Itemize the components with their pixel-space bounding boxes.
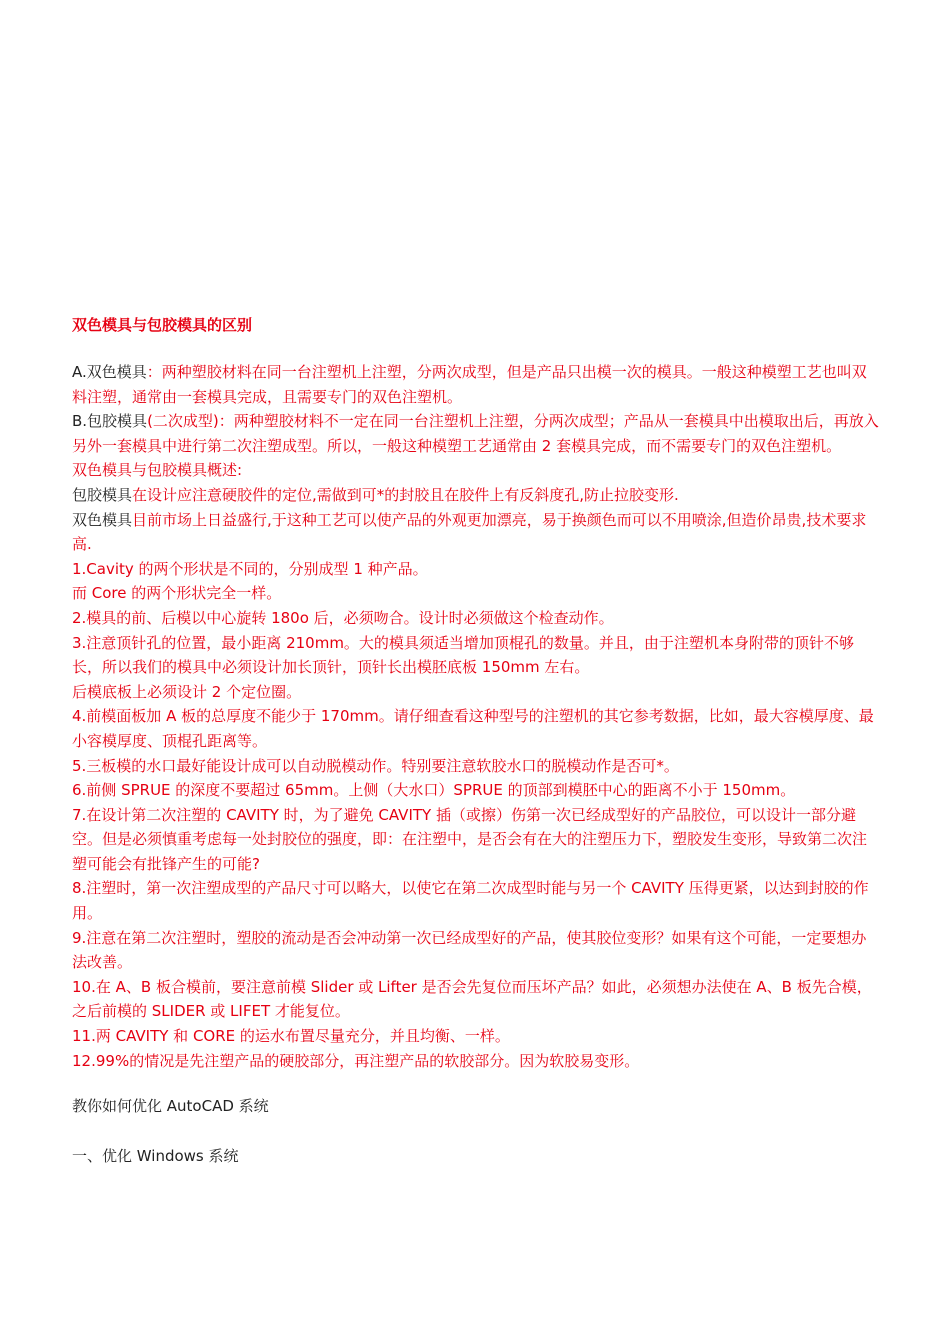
paragraph-text: 12.99%的情况是先注塑产品的硬胶部分，再注塑产品的软胶部分。因为软胶易变形。 bbox=[72, 1051, 640, 1070]
paragraph bbox=[72, 1049, 880, 1074]
paragraph bbox=[72, 754, 880, 779]
paragraph-text: 目前市场上日益盛行,于这种工艺可以使产品的外观更加漂亮，易于换颜色而可以不用喷涂,但造价昂贵,技术要求高. bbox=[72, 510, 867, 554]
paragraph-text: 11.两 CAVITY 和 CORE 的运水布置尽量充分，并且均衡、一样。 bbox=[72, 1027, 510, 1046]
paragraph-text: 1.Cavity 的两个形状是不同的，分别成型 1 种产品。 bbox=[72, 559, 428, 578]
paragraph-list bbox=[72, 360, 880, 1073]
paragraph-text: 8.注塑时，第一次注塑成型的产品尺寸可以略大，以使它在第二次成型时能与另一个 CAVITY 压得更紧，以达到封胶的作用。 bbox=[72, 879, 869, 923]
paragraph-prefix: B.包胶模具 bbox=[72, 412, 148, 431]
paragraph bbox=[72, 483, 880, 508]
document-title: 双色模具与包胶模具的区别 bbox=[72, 316, 253, 334]
paragraph-text: 而 Core 的两个形状完全一样。 bbox=[72, 584, 282, 603]
paragraph bbox=[72, 926, 880, 975]
paragraph bbox=[72, 581, 880, 606]
paragraph bbox=[72, 458, 880, 483]
paragraph bbox=[72, 606, 880, 631]
paragraph-prefix: A.双色模具 bbox=[72, 363, 147, 381]
paragraph-text: 7.在设计第二次注塑的 CAVITY 时，为了避免 CAVITY 插（或擦）伤第一次已经成型好的产品胶位，可以设计一部分避空。但是必须慎重考虑每一处封胶位的强度，即：在注塑中，是否会有在大的注塑压力下，塑胶发生变形，导致第二次注塑可能会有批锋产生的可能? bbox=[72, 805, 868, 873]
paragraph bbox=[72, 631, 880, 680]
paragraph-text: 5.三板模的水口最好能设计成可以自动脱模动作。特别要注意软胶水口的脱模动作是否可*。 bbox=[72, 756, 679, 775]
paragraph-text: 双色模具与包胶模具概述: bbox=[72, 461, 243, 480]
paragraph-text: 4.前模面板加 A 板的总厚度不能少于 170mm。请仔细查看这种型号的注塑机的其它参考数据，比如，最大容模厚度、最小容模厚度、顶棍孔距离等。 bbox=[72, 707, 874, 750]
paragraph-text: 在设计应注意硬胶件的定位,需做到可*的封胶且在胶件上有反斜度孔,防止拉胶变形. bbox=[132, 485, 679, 504]
paragraph-text: 9.注意在第二次注塑时，塑胶的流动是否会冲动第一次已经成型好的产品，使其胶位变形？如果有这个可能，一定要想办法改善。 bbox=[72, 928, 867, 972]
paragraph bbox=[72, 975, 880, 1024]
paragraph bbox=[72, 778, 880, 803]
paragraph bbox=[72, 508, 880, 557]
paragraph-text: ：两种塑胶材料在同一台注塑机上注塑，分两次成型，但是产品只出模一次的模具。一般这种模塑工艺也叫双料注塑，通常由一套模具完成，且需要专门的双色注塑机。 bbox=[72, 363, 867, 406]
paragraph-text: 6.前侧 SPRUE 的深度不要超过 65mm。上侧（大水口）SPRUE 的顶部到模胚中心的距离不小于 150mm。 bbox=[72, 781, 796, 800]
paragraph bbox=[72, 1024, 880, 1049]
paragraph bbox=[72, 557, 880, 582]
subsection-title: 一、优化 Windows 系统 bbox=[72, 1146, 239, 1165]
paragraph bbox=[72, 876, 880, 925]
paragraph-text: 3.注意顶针孔的位置，最小距离 210mm。大的模具须适当增加顶棍孔的数量。并且，由于注塑机本身附带的顶针不够长，所以我们的模具中必须设计加长顶针，顶针长出模胚底板 150mm 左右。 bbox=[72, 633, 854, 677]
paragraph bbox=[72, 360, 880, 409]
paragraph bbox=[72, 680, 880, 705]
paragraph-prefix: 包胶模具 bbox=[72, 485, 133, 504]
paragraph bbox=[72, 409, 880, 458]
paragraph-prefix: 双色模具 bbox=[72, 510, 133, 529]
section-title: 教你如何优化 AutoCAD 系统 bbox=[72, 1097, 269, 1116]
paragraph-text: 后模底板上必须设计 2 个定位圈。 bbox=[72, 682, 302, 701]
paragraph bbox=[72, 803, 880, 877]
paragraph-text: (二次成型)：两种塑胶材料不一定在同一台注塑机上注塑，分两次成型；产品从一套模具中出模取出后，再放入另外一套模具中进行第二次注塑成型。所以，一般这种模塑工艺通常由 2 套模具完成，而不需要专门的双色注塑机。 bbox=[72, 412, 879, 455]
document-page bbox=[72, 312, 880, 1168]
paragraph-text: 10.在 A、B 板合模前，要注意前模 Slider 或 Lifter 是否会先复位而压坏产品？如此，必须想办法使在 A、B 板先合模，之后前模的 SLIDER 或 LIFET 才能复位。 bbox=[72, 977, 872, 1021]
paragraph bbox=[72, 704, 880, 753]
paragraph-text: 2.模具的前、后模以中心旋转 180o 后，必须吻合。设计时必须做这个检查动作。 bbox=[72, 608, 614, 627]
